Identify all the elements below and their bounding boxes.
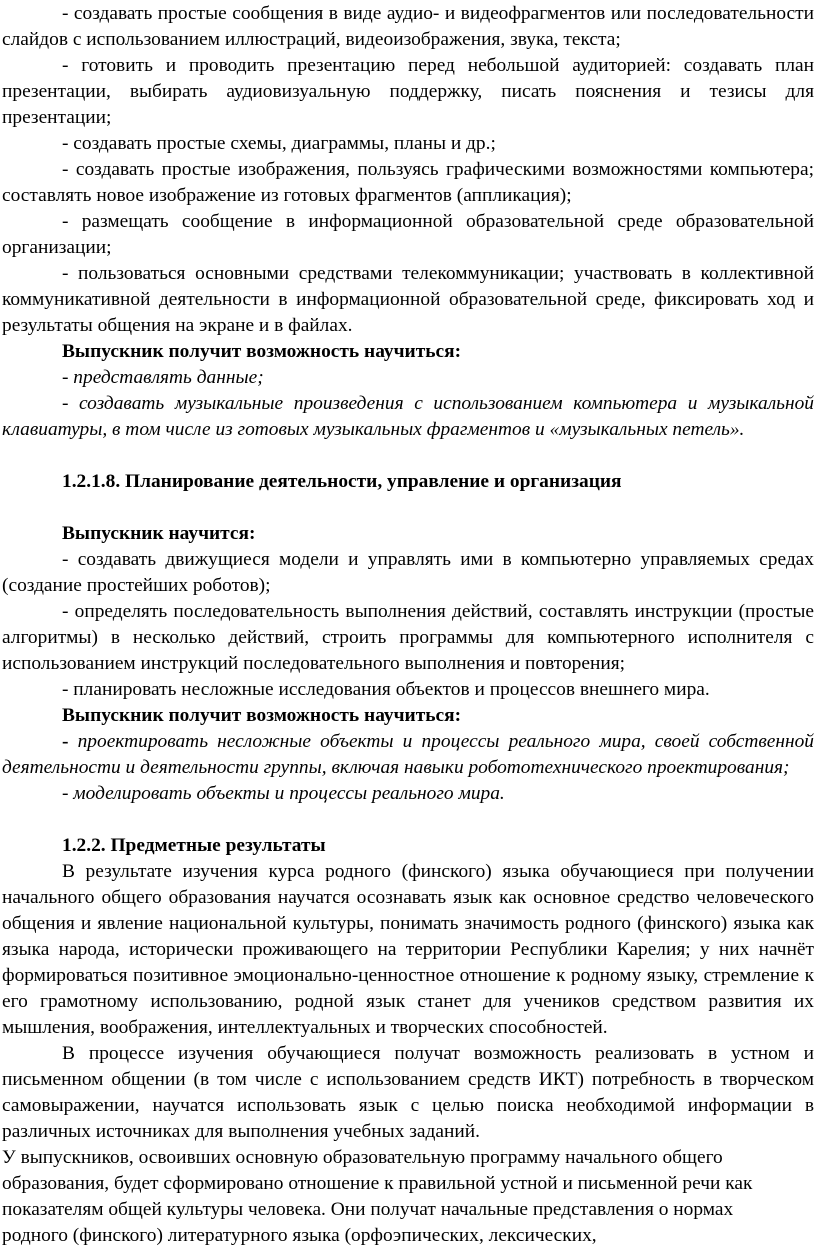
learns-item: - планировать несложные исследования объектов и процессов внешнего мира. bbox=[62, 679, 710, 700]
opportunity-dash: - bbox=[62, 731, 78, 752]
opportunity-item: - создавать музыкальные произведения с использованием компьютера и музыкальной клавиатуры, в том числе из готовых музыкальных фрагментов и «музыкальных петель». bbox=[2, 393, 814, 440]
spacer bbox=[2, 807, 816, 833]
opportunity-text: проектировать несложные объекты и процессы реального мира, своей собственной деятельности и деятельности группы, включая навыки робототехнического проектирования; bbox=[2, 731, 814, 778]
bullet-paragraph: - создавать простые сообщения в виде аудио- и видеофрагментов или последовательности слайдов с использованием иллюстраций, видеоизображения, звука, текста; bbox=[2, 3, 814, 50]
section-heading: 1.2.2. Предметные результаты bbox=[62, 835, 326, 856]
final-line: показателям общей культуры человека. Они получат начальные представления о нормах bbox=[2, 1199, 734, 1220]
learns-item: - определять последовательность выполнения действий, составлять инструкции (простые алгоритмы) в несколько действий, строить программы для компьютерного исполнителя с использованием инструкций последовательного выполнения и повторения; bbox=[2, 601, 814, 674]
body-paragraph: В процессе изучения обучающиеся получат возможность реализовать в устном и письменном общении (в том числе с использованием средств ИКТ) потребность в творческом самовыражении, научатся использовать язык с целью поиска необходимой информации в различных источниках для выполнения учебных заданий. bbox=[2, 1043, 814, 1142]
learns-heading: Выпускник научится: bbox=[62, 523, 256, 544]
opportunity-heading: Выпускник получит возможность научиться: bbox=[62, 705, 462, 726]
bullet-paragraph: - размещать сообщение в информационной образовательной среде образовательной организации; bbox=[2, 211, 814, 258]
spacer bbox=[2, 443, 816, 469]
section-heading: 1.2.1.8. Планирование деятельности, управление и организация bbox=[62, 471, 622, 492]
spacer bbox=[2, 495, 816, 521]
opportunity-item bbox=[2, 729, 814, 781]
final-line: У выпускников, освоивших основную образовательную программу начального общего bbox=[2, 1147, 723, 1168]
bullet-paragraph: - готовить и проводить презентацию перед небольшой аудиторией: создавать план презентации, выбирать аудиовизуальную поддержку, писать пояснения и тезисы для презентации; bbox=[2, 55, 814, 128]
final-line: родного (финского) литературного языка (орфоэпических, лексических, bbox=[2, 1225, 597, 1246]
bullet-paragraph: - пользоваться основными средствами телекоммуникации; участвовать в коллективной коммуникативной деятельности в информационной образовательной среде, фиксировать ход и результаты общения на экране и в файлах. bbox=[2, 263, 814, 336]
opportunity-item: - моделировать объекты и процессы реального мира. bbox=[62, 783, 505, 804]
learns-item: - создавать движущиеся модели и управлять ими в компьютерно управляемых средах (создание простейших роботов); bbox=[2, 549, 814, 596]
final-line: образования, будет сформировано отношение к правильной устной и письменной речи как bbox=[2, 1173, 753, 1194]
body-paragraph: В результате изучения курса родного (финского) языка обучающиеся при получении начального общего образования научатся осознавать язык как основное средство человеческого общения и явление национальной культуры, понимать значимость родного (финского) языка как языка народа, исторически проживающего на территории Республики Карелия; у них начнёт формироваться позитивное эмоционально-ценностное отношение к родному языку, стремление к его грамотному использованию, родной язык станет для учеников средством развития их мышления, воображения, интеллектуальных и творческих способностей. bbox=[2, 861, 814, 1038]
bullet-paragraph: - создавать простые изображения, пользуясь графическими возможностями компьютера; составлять новое изображение из готовых фрагментов (аппликация); bbox=[2, 159, 814, 206]
opportunity-heading: Выпускник получит возможность научиться: bbox=[62, 341, 462, 362]
opportunity-item: - представлять данные; bbox=[62, 367, 264, 388]
bullet-paragraph: - создавать простые схемы, диаграммы, планы и др.; bbox=[62, 133, 496, 154]
